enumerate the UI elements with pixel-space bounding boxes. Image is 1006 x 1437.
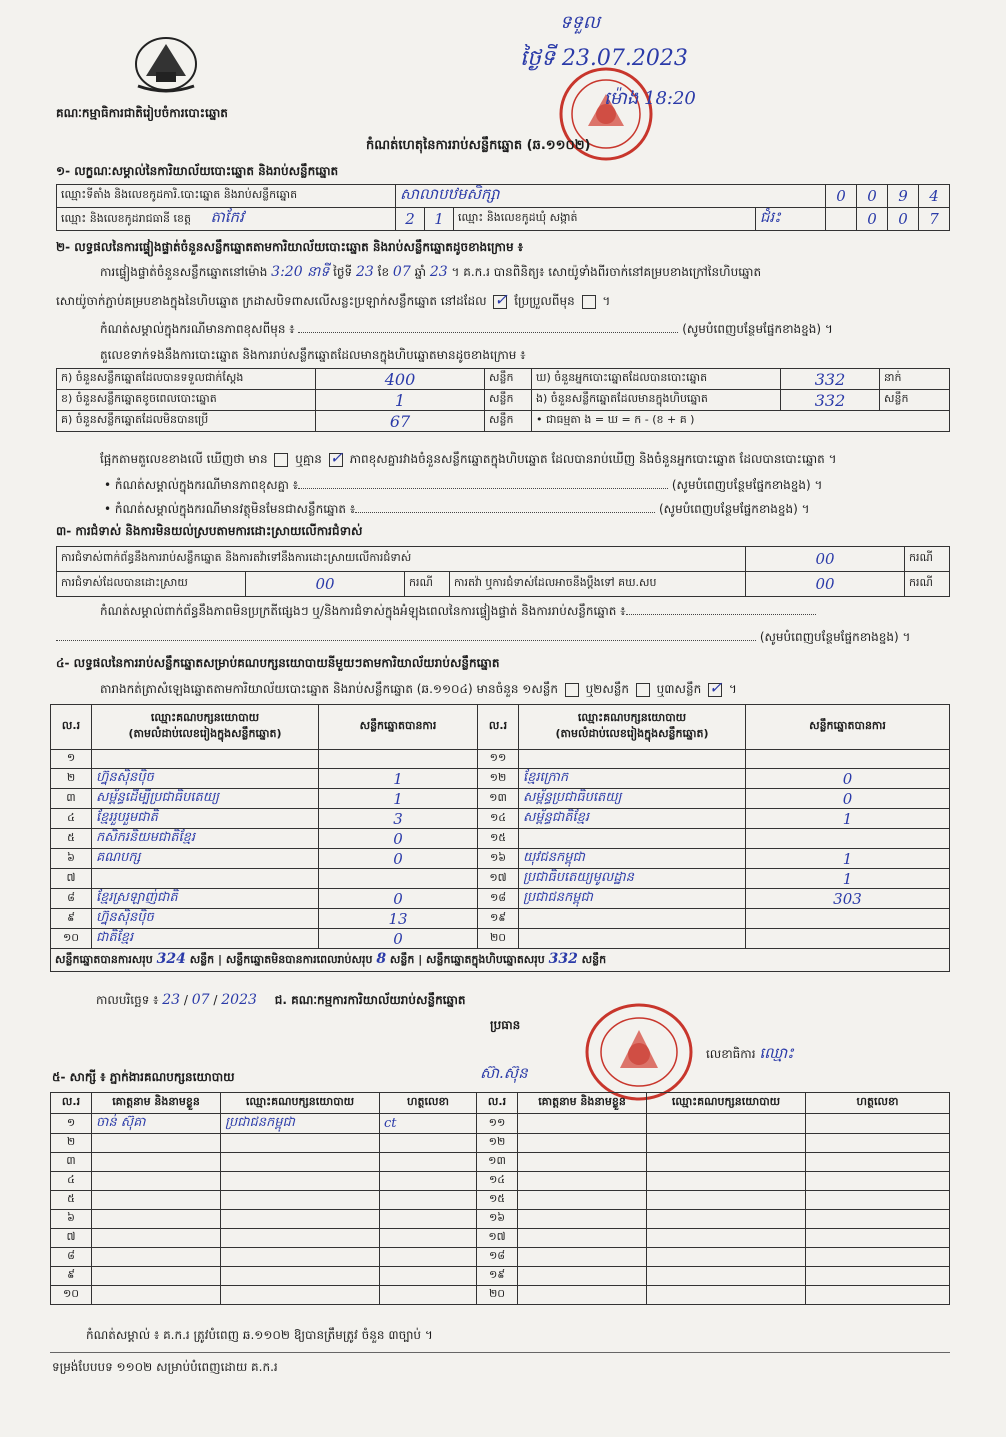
form-code: ទម្រង់បែបបទ ១១០២ សម្រាប់បំពេញដោយ គ.ក.រ [52, 1360, 278, 1374]
witness-no: ៩ [51, 1267, 92, 1286]
sign-month: 07 [191, 992, 210, 1008]
complaints-value: 00 [746, 547, 905, 572]
table-row [51, 909, 950, 929]
result-votes: 303 [746, 889, 950, 909]
witness-party [647, 1210, 806, 1229]
result-no: ១៥ [478, 829, 519, 849]
three-sheets-checkbox[interactable]: ✓ [709, 677, 723, 697]
result-no: ១៨ [478, 889, 519, 909]
witness-signature [380, 1267, 477, 1286]
witness-party [647, 1191, 806, 1210]
org-name: គណៈកម្មាធិការជាតិរៀបចំការបោះឆ្នោត [56, 106, 228, 120]
complaints-table: ការជំទាស់ពាក់ព័ន្ធនឹងការរាប់សន្លឹកឆ្នោត និងការតវ៉ាទៅនឹងការដោះស្រាយលើការជំទាស់ 00 ករណី ការជំទាស់ដែលបានដោះស្រាយ 00 ករណី ការតវ៉ា ឬការជំទាស់ដែលអាចនឹងប្ដឹងទៅ គឃ.សប 00 ករណី [56, 546, 950, 597]
table-row [51, 1191, 950, 1210]
result-votes: 1 [746, 849, 950, 869]
result-no: ៧ [51, 869, 92, 889]
result-no: ៥ [51, 829, 92, 849]
result-votes [746, 829, 950, 849]
witness-no: ៨ [51, 1248, 92, 1267]
commune-code-2: 0 [888, 208, 919, 231]
irregularity-note-line2: (សូមបំពេញបន្ថែមផ្នែកខាងខ្នង) ។ [56, 630, 910, 644]
unchanged-checkbox[interactable]: ✓ [494, 289, 508, 309]
province-label: ឈ្មោះ និងលេខកូដរាជធានី ខេត្ត តាកែវ [57, 208, 396, 231]
witness-party [647, 1172, 806, 1191]
foreign-object-note: • កំណត់សម្គាល់ក្នុងករណីមានវត្ថុមិនមែនជាសន្លឹកឆ្នោត ៖ (សូមបំពេញបន្ថែមផ្នែកខាងខ្នង) ។ [104, 502, 810, 516]
footer-note: កំណត់សម្គាល់ ៖ គ.ក.រ ត្រូវបំពេញ ឆ.១១០២ ឱ្យបានត្រឹមត្រូវ ចំនួន ៣ច្បាប់ ។ [86, 1328, 433, 1342]
signing-date: កាលបរិច្ឆេទ ៖ 23 / 07 / 2023 ជ. គណៈកម្មការការិយាល័យរាប់សន្លឹកឆ្នោត [96, 992, 466, 1008]
resolved-value: 00 [246, 572, 405, 597]
witness-signature [806, 1229, 950, 1248]
irregularity-note: កំណត់សម្គាល់ពាក់ព័ន្ធនឹងភាពមិនប្រក្រតីផ្សេងៗ ឬ/និងការជំទាស់ក្នុងអំឡុងពេលនៃការផ្ទៀងផ្ទាត់ និងការរាប់សន្លឹកឆ្នោត ៖ [100, 604, 816, 618]
witness-party [647, 1248, 806, 1267]
handwritten-date: ថ្ងៃទី 23.07.2023 [520, 46, 688, 71]
commune-code-3: 7 [919, 208, 950, 231]
result-votes: 0 [319, 889, 478, 909]
result-votes [319, 869, 478, 889]
result-party: សម្ព័ន្ធដើម្បីប្រជាធិបតេយ្យ [92, 789, 319, 809]
table-row [51, 929, 950, 949]
result-votes: 1 [319, 769, 478, 789]
section-4-heading: ៤- លទ្ធផលនៃការរាប់សន្លឹកឆ្នោតសម្រាប់គណបក្សនយោបាយនីមួយៗតាមការិយាល័យរាប់សន្លឹកឆ្នោត [56, 656, 500, 670]
result-votes: 1 [319, 789, 478, 809]
witness-signature [806, 1114, 950, 1134]
witness-signature [380, 1172, 477, 1191]
section-3-heading: ៣- ការជំទាស់ និងការមិនយល់ស្របតាមការដោះស្រាយលើការជំទាស់ [56, 524, 363, 538]
table-row [51, 829, 950, 849]
station-code-2: 0 [857, 185, 888, 208]
chair-signature: ស៊ា.ស៊ុន [480, 1064, 528, 1082]
result-votes [319, 750, 478, 769]
witness-signature [806, 1286, 950, 1305]
result-party [519, 750, 746, 769]
witness-no: ៣ [51, 1153, 92, 1172]
witness-signature [380, 1286, 477, 1305]
verify-line-1: ការផ្ទៀងផ្ទាត់ចំនួនសន្លឹកឆ្នោតនៅម៉ោង 3:20 នាទី ថ្ងៃទី 23 ខែ 07 ឆ្នាំ 23 ។ គ.ក.រ បានពិនិត្យ៖ សោយ៉ូទាំងពីរចាក់នៅគម្របខាងក្រៅនៃហិបឆ្នោត [100, 264, 762, 280]
result-votes: 1 [746, 869, 950, 889]
station-code-3: 9 [888, 185, 919, 208]
table-row [51, 750, 950, 769]
result-party: កសិករនិយមជាតិខ្មែរ [92, 829, 319, 849]
witness-no: ២ [51, 1134, 92, 1153]
table-row [51, 889, 950, 909]
witness-name [92, 1286, 221, 1305]
witness-party: ប្រជាជនកម្ពុជា [221, 1114, 380, 1134]
discrepancy-note: • កំណត់សម្គាល់ក្នុងករណីមានភាពខុសគ្នា ៖ (សូមបំពេញបន្ថែមផ្នែកខាងខ្នង) ។ [104, 478, 823, 492]
witness-name [518, 1229, 647, 1248]
invalid-total: 8 [376, 951, 387, 967]
chair-label: ប្រធាន [490, 1018, 521, 1032]
box-total: 332 [548, 951, 578, 967]
result-votes [746, 929, 950, 949]
spoiled-ballots-label: ខ) ចំនួនសន្លឹកឆ្នោតខូចពេលបោះឆ្នោត [57, 390, 316, 411]
result-no: ១៦ [478, 849, 519, 869]
witness-party [221, 1267, 380, 1286]
result-party: ខ្មែរស្រឡាញ់ជាតិ [92, 889, 319, 909]
section-5-heading: ៥- សាក្សី ៖ ភ្នាក់ងារគណបក្សនយោបាយ [52, 1070, 235, 1084]
spoiled-ballots-value: 1 [316, 390, 485, 411]
result-party: ប្រជាជនកម្ពុជា [519, 889, 746, 909]
witness-signature [806, 1191, 950, 1210]
col-no-right: ល.រ [478, 705, 519, 750]
witness-signature [806, 1267, 950, 1286]
witness-no: ១ [51, 1114, 92, 1134]
table-row [51, 789, 950, 809]
result-votes: 0 [746, 789, 950, 809]
witness-name [92, 1134, 221, 1153]
verify-time: 3:20 នាទី [271, 264, 330, 280]
result-votes: 1 [746, 809, 950, 829]
result-votes [746, 909, 950, 929]
result-no: ១០ [51, 929, 92, 949]
verify-month: 07 [392, 264, 411, 280]
result-party: ជាតិខ្មែរ [92, 929, 319, 949]
verify-line-2: សោយ៉ូចាក់ភ្ជាប់គម្របខាងក្នុងនៃហិបឆ្នោត ក្រដាសបិទពាសលើសន្លះប្រឡាក់សន្លឹកឆ្នោត នៅដដែល ✓ ប្រែប្រួលពីមុន ។ [56, 289, 611, 309]
witness-table: ល.រ គោត្តនាម និងនាមខ្លួន ឈ្មោះគណបក្សនយោបាយ ហត្ថលេខា ល.រ គោត្តនាម និងនាមខ្លួន ឈ្មោះគណបក្សនយោបាយ ហត្ថលេខា ១ ចាន់ ស៊ុគា ប្រជាជនកម្ពុជា ct ១១ ២ ១២ ៣ ១៣ ៤ ១៤ ៥ ១៥ ៦ ១៦ ៧ ១៧ ៨ ១៨ ៩ ១៩ ១០ ២០ [50, 1092, 950, 1305]
witness-party [647, 1229, 806, 1248]
col-votes-left: សន្លឹកឆ្នោតបានការ [319, 705, 478, 750]
changed-checkbox[interactable] [582, 295, 596, 309]
witness-signature [380, 1134, 477, 1153]
witness-no: ១៩ [477, 1267, 518, 1286]
witness-signature [380, 1229, 477, 1248]
col-votes-right: សន្លឹកឆ្នោតបានការ [746, 705, 950, 750]
result-votes: 0 [746, 769, 950, 789]
result-no: ១៣ [478, 789, 519, 809]
difference-note: កំណត់សម្គាល់ក្នុងករណីមានភាពខុសពីមុន ៖ (សូមបំពេញបន្ថែមផ្នែកខាងខ្នង) ។ [100, 322, 833, 336]
witness-no: ១២ [477, 1134, 518, 1153]
witness-party [221, 1172, 380, 1191]
witness-party [221, 1134, 380, 1153]
sign-day: 23 [162, 992, 181, 1008]
nec-emblem [132, 36, 200, 96]
witness-no: ៦ [51, 1210, 92, 1229]
witness-signature [380, 1248, 477, 1267]
no-discrepancy-checkbox[interactable]: ✓ [329, 447, 344, 467]
witness-name [92, 1191, 221, 1210]
col-party-left: ឈ្មោះគណបក្សនយោបាយ (តាមលំដាប់លេខរៀងក្នុងសន្លឹកឆ្នោត) [92, 705, 319, 750]
province-code-2: 1 [425, 208, 454, 231]
witness-party [647, 1286, 806, 1305]
formula: • ជាធម្មតា ង = ឃ = ក - (ខ + គ ) [532, 411, 950, 432]
witness-no: ៤ [51, 1172, 92, 1191]
unused-ballots-value: 67 [316, 411, 485, 432]
commune-label: ឈ្មោះ និងលេខកូដឃុំ សង្កាត់ [454, 208, 756, 231]
unused-ballots-label: គ) ចំនួនសន្លឹកឆ្នោតដែលមិនបានប្រើ [57, 411, 316, 432]
witness-party [221, 1191, 380, 1210]
witness-name [92, 1172, 221, 1191]
witness-name [518, 1267, 647, 1286]
result-no: ៣ [51, 789, 92, 809]
received-ballots-value: 400 [316, 369, 485, 390]
result-party: សម្ព័ន្ធជាតិខ្មែរ [519, 809, 746, 829]
witness-name [518, 1248, 647, 1267]
witness-no: ៧ [51, 1229, 92, 1248]
witness-no: ១១ [477, 1114, 518, 1134]
witness-no: ១០ [51, 1286, 92, 1305]
witness-party [647, 1114, 806, 1134]
commune-value: ជំរះ [755, 208, 825, 231]
voters-value: 332 [781, 369, 880, 390]
witness-name [518, 1153, 647, 1172]
one-sheet-checkbox[interactable] [565, 683, 579, 697]
result-party: ខ្មែររួបរួមជាតិ [92, 809, 319, 829]
verify-year: 23 [429, 264, 448, 280]
result-party: ហ្វ៊ុនស៊ិនប៉ិច [92, 769, 319, 789]
complaints-label: ការជំទាស់ពាក់ព័ន្ធនឹងការរាប់សន្លឹកឆ្នោត និងការតវ៉ាទៅនឹងការដោះស្រាយលើការជំទាស់ [57, 547, 746, 572]
result-votes: 0 [319, 829, 478, 849]
table-row [51, 1267, 950, 1286]
resolved-label: ការជំទាស់ដែលបានដោះស្រាយ [57, 572, 246, 597]
table-row [51, 769, 950, 789]
handwritten-received: ទទួល [560, 12, 600, 33]
result-no: ៨ [51, 889, 92, 909]
result-no: ១១ [478, 750, 519, 769]
col-party-right: ឈ្មោះគណបក្សនយោបាយ (តាមលំដាប់លេខរៀងក្នុងសន្លឹកឆ្នោត) [519, 705, 746, 750]
result-party: ខ្មែរក្រោក [519, 769, 746, 789]
witness-name: ចាន់ ស៊ុគា [92, 1114, 221, 1134]
table-row [51, 1153, 950, 1172]
witness-party [221, 1210, 380, 1229]
result-no: ៤ [51, 809, 92, 829]
discrepancy-line: ផ្អែកតាមតួលេខខាងលើ ឃើញថា មាន ឬគ្មាន ✓ ភាពខុសគ្នារវាងចំនួនសន្លឹកឆ្នោតក្នុងហិបឆ្នោត ដែលបានរាប់ឃើញ និងចំនួនអ្នកបោះឆ្នោត ដែលបានបោះឆ្នោត ។ [100, 447, 837, 467]
witness-signature [380, 1153, 477, 1172]
witness-no: ១៦ [477, 1210, 518, 1229]
witness-party [221, 1286, 380, 1305]
commune-code-1: 0 [857, 208, 888, 231]
result-no: ៩ [51, 909, 92, 929]
appeal-value: 00 [746, 572, 905, 597]
result-no: ១៩ [478, 909, 519, 929]
result-party: សម្ព័ន្ធប្រជាធិបតេយ្យ [519, 789, 746, 809]
handwritten-time: ម៉ោង 18:20 [604, 88, 696, 109]
witness-party [221, 1248, 380, 1267]
official-stamp-bottom [584, 1002, 694, 1102]
result-party [519, 829, 746, 849]
result-no: ១៤ [478, 809, 519, 829]
section-2-heading: ២- លទ្ធផលនៃការផ្ទៀងផ្ទាត់ចំនួនសន្លឹកឆ្នោតតាមការិយាល័យបោះឆ្នោត និងរាប់សន្លឹកឆ្នោតដូចខាងក្រោម ៖ [56, 240, 524, 254]
result-party [519, 909, 746, 929]
witness-signature [806, 1210, 950, 1229]
province-value: តាកែវ [210, 208, 244, 226]
result-votes: 3 [319, 809, 478, 829]
col-no-left: ល.រ [51, 705, 92, 750]
witness-name [518, 1134, 647, 1153]
station-code-1: 0 [826, 185, 857, 208]
witness-no: ១៨ [477, 1248, 518, 1267]
section-1-table [56, 184, 950, 231]
result-party [519, 929, 746, 949]
results-table [50, 704, 950, 972]
witness-name [518, 1286, 647, 1305]
witness-signature [806, 1172, 950, 1191]
witness-no: ១៤ [477, 1172, 518, 1191]
table-row [51, 1229, 950, 1248]
station-code-4: 4 [919, 185, 950, 208]
table-row [51, 1210, 950, 1229]
ballots-in-box-label: ង) ចំនួនសន្លឹកឆ្នោតដែលមានក្នុងហិបឆ្នោត [532, 390, 781, 411]
result-party [92, 869, 319, 889]
appeal-label: ការតវ៉ា ឬការជំទាស់ដែលអាចនឹងប្ដឹងទៅ គឃ.សប [450, 572, 746, 597]
witness-no: ៥ [51, 1191, 92, 1210]
result-no: ២០ [478, 929, 519, 949]
witness-name [92, 1210, 221, 1229]
two-sheets-checkbox[interactable] [636, 683, 650, 697]
witness-no: ១៥ [477, 1191, 518, 1210]
form-title: កំណត់ហេតុនៃការរាប់សន្លឹកឆ្នោត (ឆ.១១០២) [366, 138, 591, 153]
received-ballots-label: ក) ចំនួនសន្លឹកឆ្នោតដែលបានទទួលជាក់ស្ដែង [57, 369, 316, 390]
witness-signature [380, 1191, 477, 1210]
witness-signature: ct [380, 1114, 477, 1134]
station-label: ឈ្មោះទីតាំង និងលេខកូដការិ.បោះឆ្នោត និងរាប់សន្លឹកឆ្នោត [57, 185, 396, 208]
witness-party [647, 1134, 806, 1153]
result-no: ១ [51, 750, 92, 769]
witness-signature [380, 1210, 477, 1229]
witness-name [518, 1191, 647, 1210]
result-party: ប្រជាធិបតេយ្យមូលដ្ឋាន [519, 869, 746, 889]
result-party [92, 750, 319, 769]
witness-party [221, 1229, 380, 1248]
result-votes: 0 [319, 849, 478, 869]
witness-no: ២០ [477, 1286, 518, 1305]
result-party: ហ្វ៊ុនស៊ិនប៉ិច [92, 909, 319, 929]
valid-total: 324 [156, 951, 186, 967]
figures-table: ក) ចំនួនសន្លឹកឆ្នោតដែលបានទទួលជាក់ស្ដែង 400 សន្លឹក ឃ) ចំនួនអ្នកបោះឆ្នោតដែលបានបោះឆ្នោត 332 នាក់ ខ) ចំនួនសន្លឹកឆ្នោតខូចពេលបោះឆ្នោត 1 សន្លឹក ង) ចំនួនសន្លឹកឆ្នោតដែលមានក្នុងហិបឆ្នោត 332 សន្លឹក គ) ចំនួនសន្លឹកឆ្នោតដែលមិនបានប្រើ 67 សន្លឹក • ជាធម្មតា ង = ឃ = ក - (ខ + គ ) [56, 368, 950, 432]
result-no: ១៧ [478, 869, 519, 889]
witness-name [518, 1114, 647, 1134]
witness-no: ១៧ [477, 1229, 518, 1248]
witness-name [518, 1172, 647, 1191]
result-no: ៦ [51, 849, 92, 869]
result-votes: 0 [319, 929, 478, 949]
ballots-in-box-value: 332 [781, 390, 880, 411]
witness-name [92, 1229, 221, 1248]
witness-no: ១៣ [477, 1153, 518, 1172]
witness-name [92, 1248, 221, 1267]
witness-party [647, 1153, 806, 1172]
witness-name [92, 1153, 221, 1172]
witness-signature [806, 1134, 950, 1153]
table-row [51, 849, 950, 869]
result-votes: 13 [319, 909, 478, 929]
result-party: យុវជនកម្ពុជា [519, 849, 746, 869]
table-row [51, 1172, 950, 1191]
result-party: គណបក្ស [92, 849, 319, 869]
voters-label: ឃ) ចំនួនអ្នកបោះឆ្នោតដែលបានបោះឆ្នោត [532, 369, 781, 390]
table-row [51, 1134, 950, 1153]
has-discrepancy-checkbox[interactable] [274, 453, 288, 467]
witness-name [518, 1210, 647, 1229]
totals-row: សន្លឹកឆ្នោតបានការសរុប 324 សន្លឹក | សន្លឹកឆ្នោតមិនបានការពេលរាប់សរុប 8 សន្លឹក | សន្លឹកឆ្នោតក្នុងហិបឆ្នោតសរុប 332 សន្លឹក [51, 949, 950, 972]
result-no: ២ [51, 769, 92, 789]
witness-signature [806, 1153, 950, 1172]
witness-signature [806, 1248, 950, 1267]
figures-intro: តួលេខទាក់ទងនឹងការបោះឆ្នោត និងការរាប់សន្លឹកឆ្នោតដែលមានក្នុងហិបឆ្នោតមានដូចខាងក្រោម ៖ [100, 348, 526, 362]
verify-day: 23 [355, 264, 374, 280]
tally-sheet-line: តារាងកត់ត្រាសំឡេងឆ្នោតតាមការិយាល័យបោះឆ្នោត និងរាប់សន្លឹកឆ្នោត (ឆ.១១០៤) មានចំនួន ១សន្លឹក ឬ២សន្លឹក ឬ៣សន្លឹក ✓ ។ [100, 677, 737, 697]
table-row [51, 869, 950, 889]
secretary-signature: ឈ្មោះ [759, 1044, 794, 1062]
result-votes [746, 750, 950, 769]
section-1-heading: ១- លក្ខណៈសម្គាល់នៃការិយាល័យបោះឆ្នោត និងរាប់សន្លឹកឆ្នោត [56, 164, 339, 178]
witness-party [221, 1153, 380, 1172]
table-row [51, 809, 950, 829]
province-code-1: 2 [396, 208, 425, 231]
secretary-line: លេខាធិការ ឈ្មោះ [706, 1044, 794, 1062]
sign-year: 2023 [221, 992, 257, 1008]
result-no: ១២ [478, 769, 519, 789]
table-row [51, 1114, 950, 1134]
witness-name [92, 1267, 221, 1286]
table-row [51, 1286, 950, 1305]
witness-party [647, 1267, 806, 1286]
table-row [51, 1248, 950, 1267]
station-value: សាលាបឋមសិក្សា [396, 185, 826, 208]
